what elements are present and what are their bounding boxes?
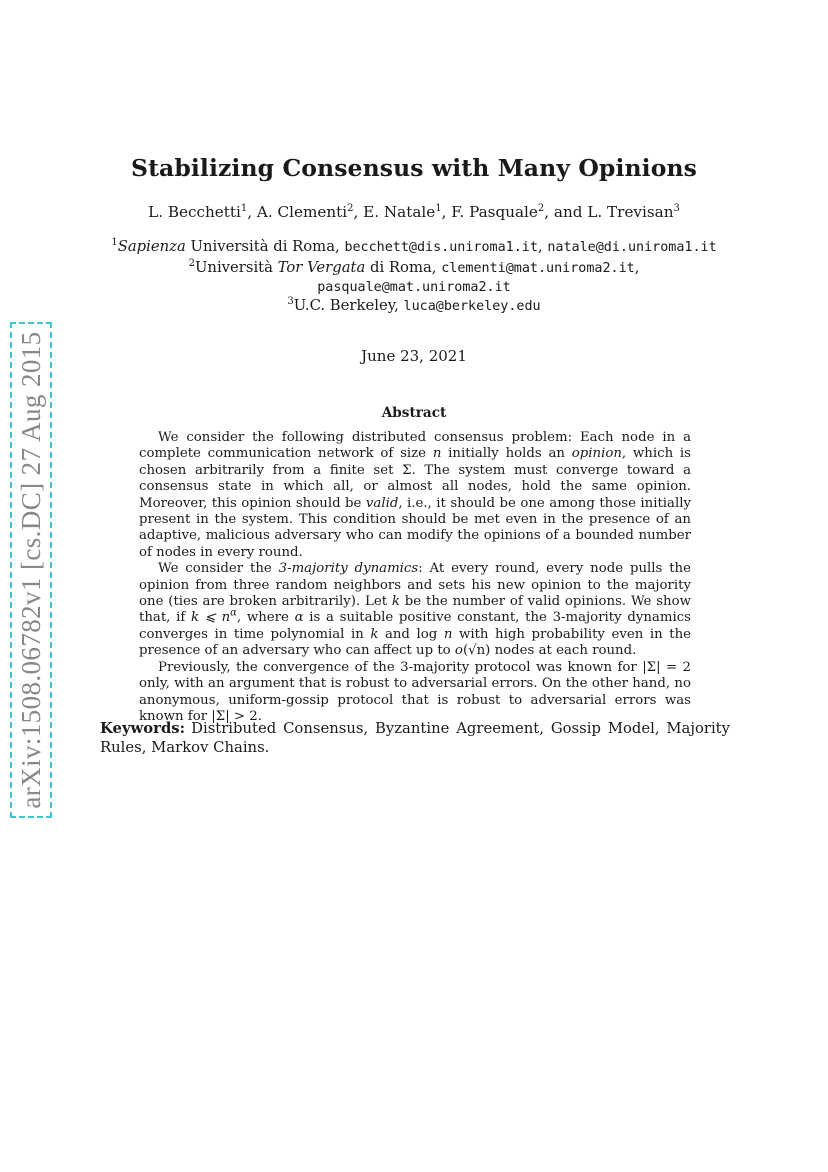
- keywords-label: Keywords:: [100, 720, 186, 737]
- abstract-heading: Abstract: [381, 405, 447, 421]
- abstract-paragraph-3: Previously, the convergence of the 3-majority protocol was known for |Σ| = 2 only, with an argument that is robust to adversarial errors. On the other hand, no anonymous, uniform-gossip protocol that is robust to adversarial errors was known for |Σ| > 2.: [139, 659, 691, 724]
- abstract-paragraph-1: We consider the following distributed consensus problem: Each node in a complete communication network of size n initially holds an opinion, which is chosen arbitrarily from a finite set Σ. The system must converge toward a consensus state in which all, or almost all nodes, hold the same opinion. Moreover, this opinion should be valid, i.e., it should be one among those initially present in the system. This condition should be met even in the presence of an adaptive, malicious adversary who can modify the opinions of a bounded number of nodes in every round.: [139, 430, 692, 560]
- arxiv-stamp: [10, 322, 52, 818]
- abstract-body: [139, 430, 691, 725]
- affiliation-2: $^2$Università Tor Vergata di Roma, clementi@mat.uniroma2.it,: [188, 258, 640, 276]
- abstract-paragraph-2: We consider the 3-majority dynamics: At every round, every node pulls the opinion from three random neighbors and sets his new opinion to the majority one (ties are broken arbitrarily). Let k be the number of valid opinions. We show that, if k ⩽ $n^\alpha$, where α is a suitable positive constant, the 3-majority dynamics converges in time polynomial in k and log n with high probability even in the presence of an adversary who can affect up to o(√n) nodes at each round.: [139, 561, 691, 659]
- email-becchetti: becchett@dis.uniroma1.it: [344, 240, 538, 255]
- author-3: E. Natale$^1$,: [363, 202, 452, 221]
- affiliation-1: $^1$Sapienza Università di Roma, becchett@dis.uniroma1.it, natale@di.uniroma1.it: [111, 237, 717, 255]
- paper-date: June 23, 2021: [361, 347, 467, 365]
- paper-title: Stabilizing Consensus with Many Opinions: [131, 154, 697, 182]
- author-1: L. Becchetti$^1$,: [148, 202, 257, 221]
- author-2: A. Clementi$^2$,: [256, 202, 364, 221]
- author-list: [0, 203, 828, 221]
- keywords: [100, 719, 730, 757]
- email-clementi: clementi@mat.uniroma2.it: [441, 261, 635, 276]
- email-pasquale: pasquale@mat.uniroma2.it: [317, 280, 511, 295]
- affiliation-2-continued: [0, 278, 828, 295]
- author-5: L. Trevisan$^3$: [587, 202, 680, 221]
- arxiv-identifier: arXiv:1508.06782v1 [cs.DC] 27 Aug 2015: [15, 331, 46, 809]
- affiliation-3: $^3$U.C. Berkeley, luca@berkeley.edu: [287, 296, 541, 314]
- author-4: F. Pasquale$^2$, and: [451, 202, 588, 221]
- keywords-text: Distributed Consensus, Byzantine Agreement, Gossip Model, Majority Rules, Markov Chains.: [100, 720, 730, 756]
- email-trevisan: luca@berkeley.edu: [403, 299, 541, 314]
- email-natale: natale@di.uniroma1.it: [547, 240, 717, 255]
